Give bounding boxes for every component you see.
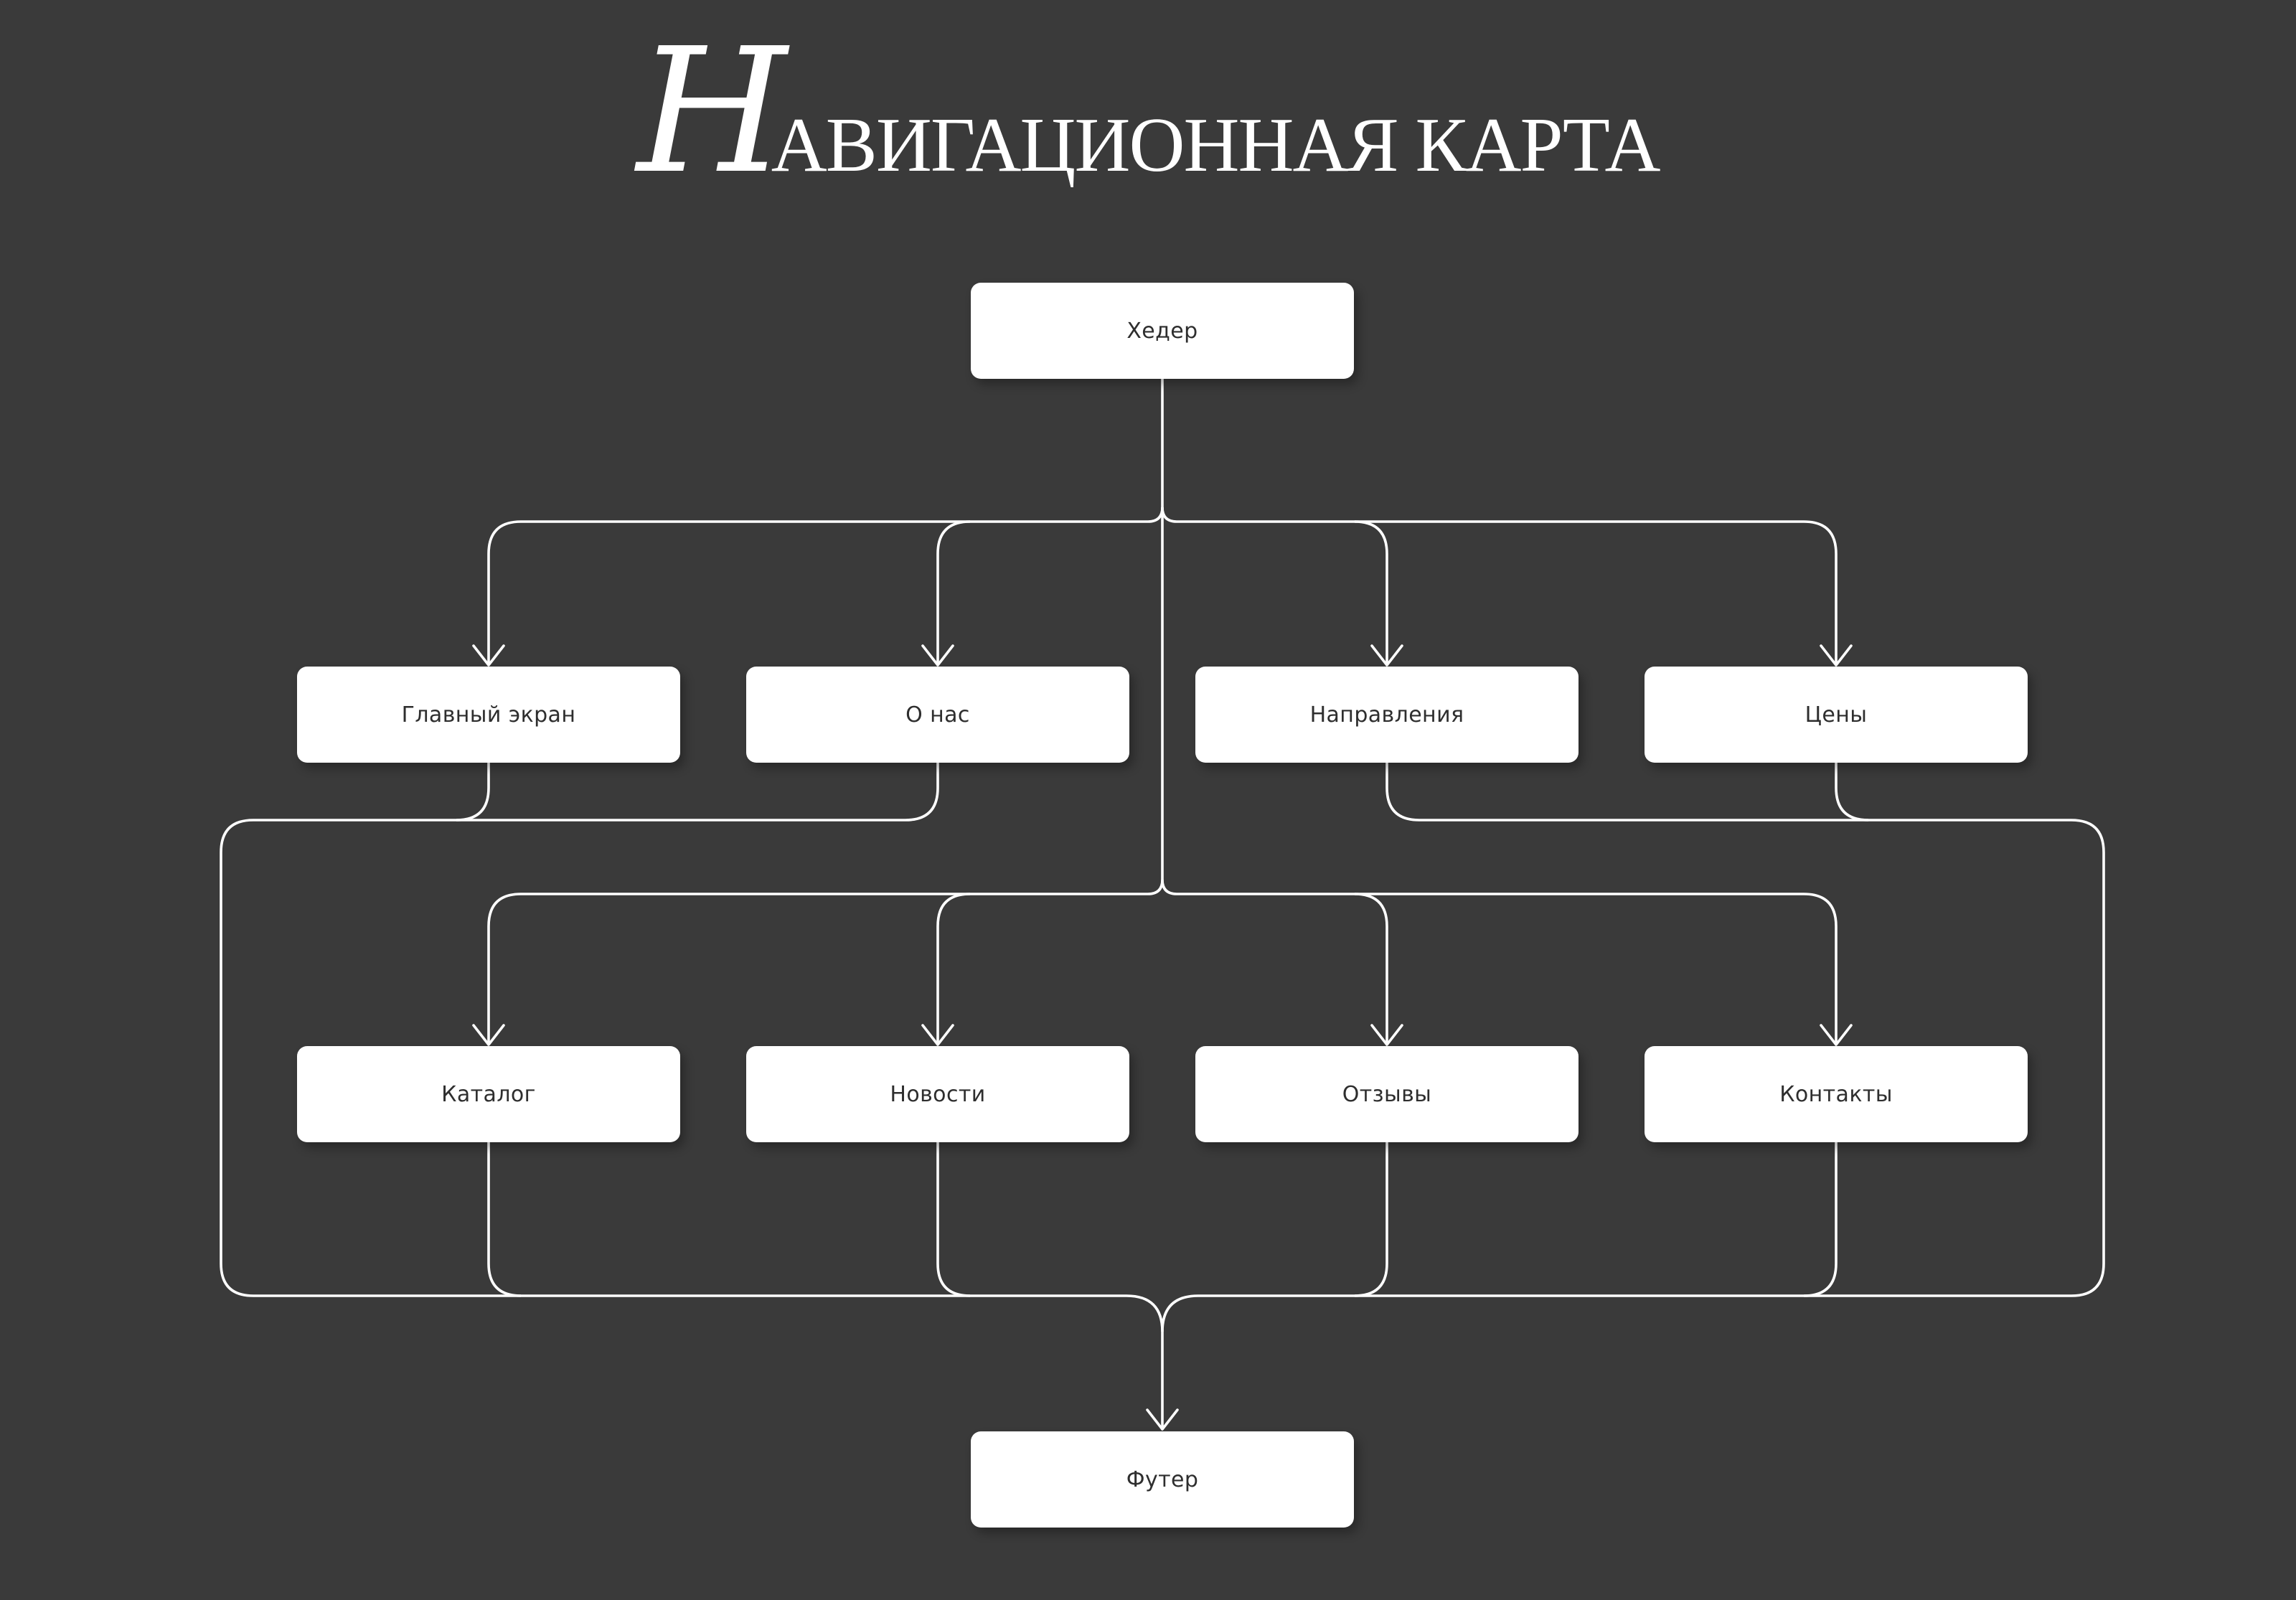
connector-branch2-col3	[1355, 894, 1387, 1045]
node-catalog	[297, 1046, 680, 1142]
connector-l3-drop-4	[1804, 1142, 1836, 1296]
connector-l2-drop-1	[456, 763, 489, 820]
page-title-text: АВИГАЦИОННАЯ КАРТА	[771, 103, 1660, 188]
connector-l2-drop-4	[1836, 763, 1868, 820]
connector-branch1-right	[1162, 507, 1836, 665]
connector-funnel-left	[1126, 1296, 1162, 1429]
node-about-label: О нас	[905, 702, 970, 728]
node-prices-label: Цены	[1805, 702, 1868, 728]
connector-l2-drop-3	[1387, 763, 1419, 820]
node-header	[971, 283, 1354, 379]
node-footer	[971, 1431, 1354, 1528]
connector-branch2-col2	[938, 894, 970, 1045]
node-news	[746, 1046, 1129, 1142]
connector-branch2-right	[1162, 880, 1836, 1045]
node-main-screen-label: Главный экран	[401, 702, 576, 728]
node-about	[746, 667, 1129, 763]
node-contacts-label: Контакты	[1779, 1081, 1893, 1107]
node-reviews-label: Отзывы	[1342, 1081, 1432, 1107]
node-catalog-label: Каталог	[441, 1081, 536, 1107]
connector-branch2-left	[489, 880, 1162, 1045]
connector-branch1-col3	[1355, 522, 1387, 665]
node-news-label: Новости	[890, 1081, 986, 1107]
node-directions	[1195, 667, 1578, 763]
connector-l3-drop-3	[1355, 1142, 1387, 1296]
connector-l3-drop-2	[938, 1142, 970, 1296]
node-header-label: Хедер	[1126, 318, 1198, 344]
page-title-initial: Н	[636, 11, 787, 212]
node-prices	[1645, 667, 2028, 763]
node-reviews	[1195, 1046, 1578, 1142]
connector-branch1-left	[489, 507, 1162, 665]
node-footer-label: Футер	[1126, 1467, 1199, 1492]
node-main-screen	[297, 667, 680, 763]
node-contacts	[1645, 1046, 2028, 1142]
connector-l3-drop-1	[489, 1142, 521, 1296]
connector-l2-drop-2	[905, 763, 938, 820]
connector-branch1-col2	[938, 522, 970, 665]
node-directions-label: Направления	[1309, 702, 1464, 728]
connector-funnel-right	[1162, 1296, 1198, 1332]
